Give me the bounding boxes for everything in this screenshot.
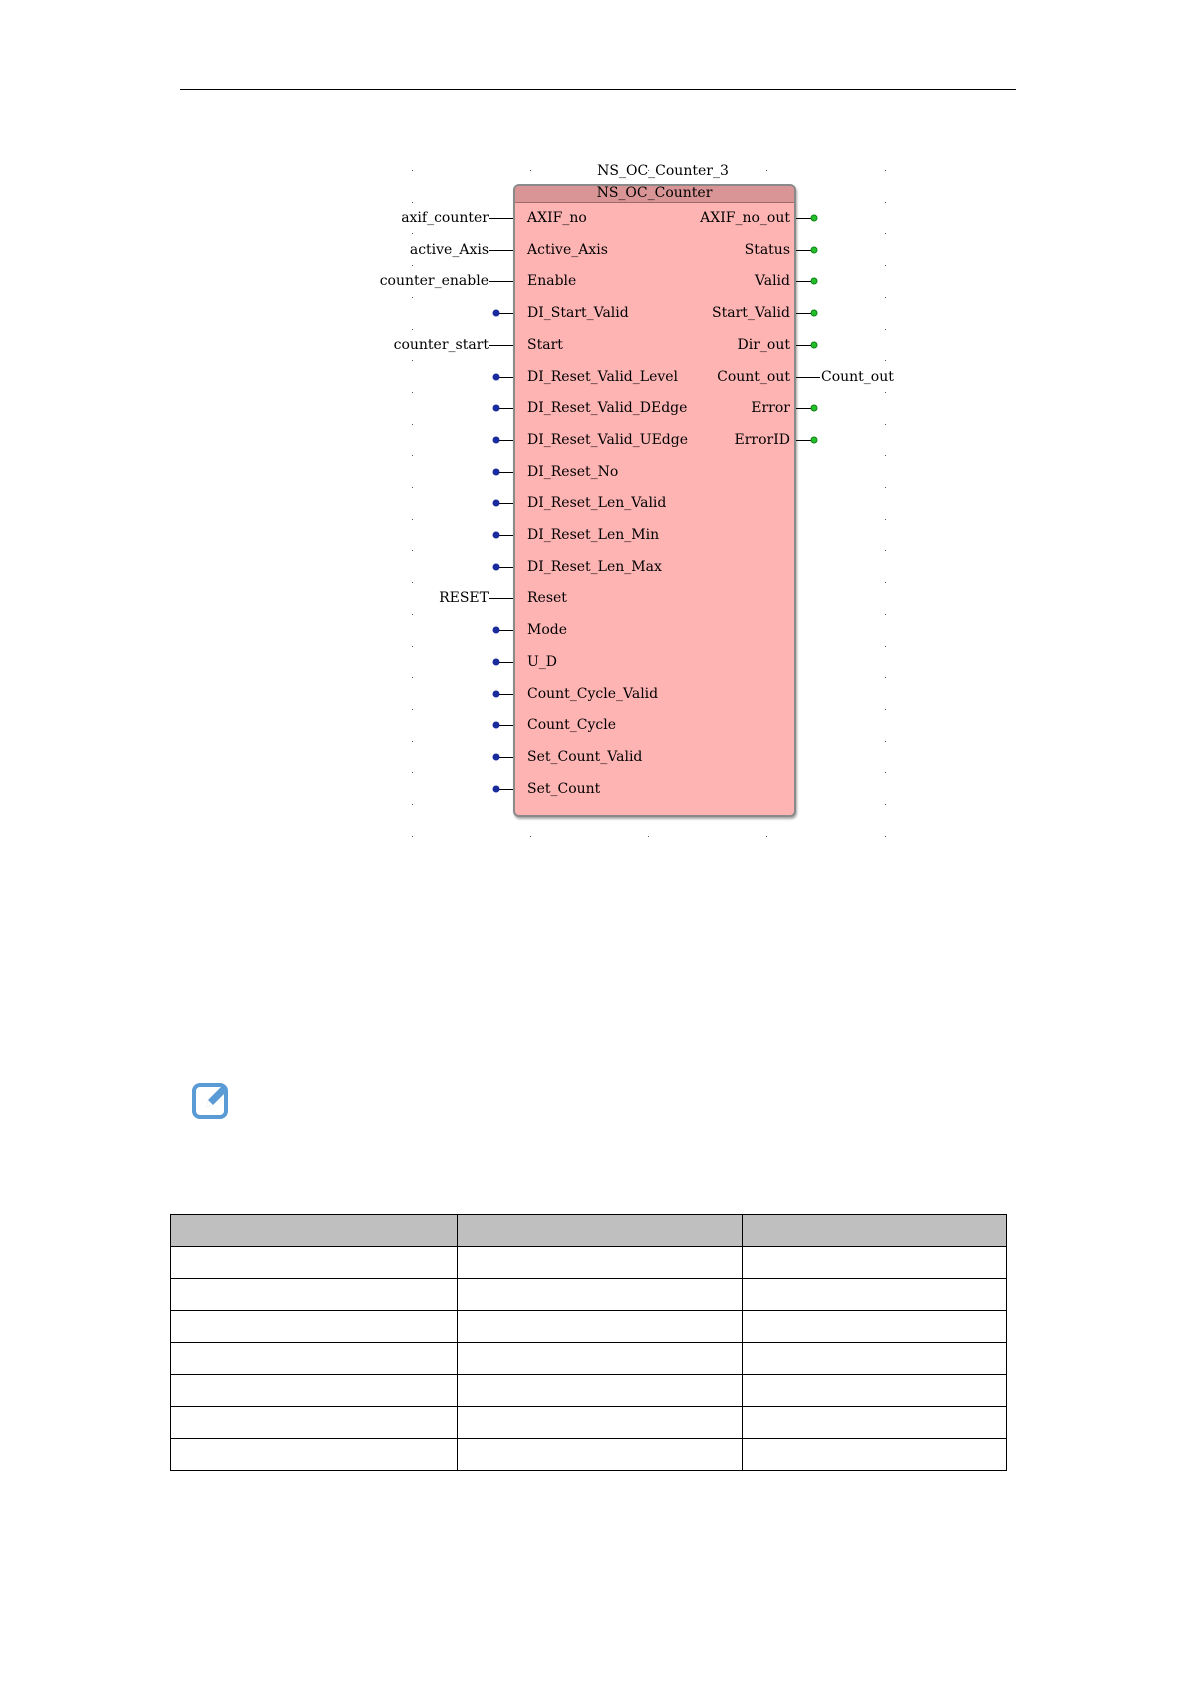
table-cell	[171, 1279, 458, 1311]
grid-dot	[885, 804, 886, 805]
input-pin-label: DI_Reset_Valid_UEdge	[527, 431, 688, 448]
output-pin-label: Dir_out	[737, 336, 790, 353]
grid-dot	[530, 836, 531, 837]
grid-dot	[412, 709, 413, 710]
input-connector-dot[interactable]	[493, 658, 500, 665]
grid-dot	[885, 836, 886, 837]
table-cell	[171, 1407, 458, 1439]
table-row	[171, 1375, 1007, 1407]
grid-dot	[766, 836, 767, 837]
table-header-cell	[171, 1215, 458, 1247]
grid-dot	[412, 424, 413, 425]
grid-dot	[885, 677, 886, 678]
grid-dot	[412, 646, 413, 647]
input-pin-label: Start	[527, 336, 563, 353]
table-row	[171, 1407, 1007, 1439]
input-pin-label: Set_Count	[527, 780, 601, 797]
input-connector-dot[interactable]	[493, 468, 500, 475]
grid-dot	[885, 772, 886, 773]
grid-dot	[885, 297, 886, 298]
grid-dot	[412, 265, 413, 266]
table-cell	[743, 1439, 1007, 1471]
grid-dot	[412, 360, 413, 361]
input-wire	[489, 218, 513, 219]
output-pin-label: ErrorID	[734, 431, 790, 448]
grid-dot	[885, 265, 886, 266]
grid-dot	[412, 550, 413, 551]
table-cell	[743, 1279, 1007, 1311]
input-connector-dot[interactable]	[493, 722, 500, 729]
table-cell	[458, 1247, 743, 1279]
grid-dot	[412, 455, 413, 456]
grid-dot	[412, 741, 413, 742]
grid-dot	[885, 202, 886, 203]
output-pin-label: Valid	[754, 273, 790, 290]
input-pin-label: Active_Axis	[527, 241, 608, 258]
input-pin-label: Reset	[527, 590, 567, 607]
table-header-cell	[743, 1215, 1007, 1247]
table-header-row	[171, 1215, 1007, 1247]
table-row	[171, 1311, 1007, 1343]
table-cell	[743, 1407, 1007, 1439]
table-cell	[458, 1343, 743, 1375]
grid-dot	[412, 297, 413, 298]
input-connector-dot[interactable]	[493, 690, 500, 697]
table-header-cell	[458, 1215, 743, 1247]
grid-dot	[412, 487, 413, 488]
input-pin-label: DI_Start_Valid	[527, 305, 629, 322]
output-connector-dot[interactable]	[811, 310, 818, 317]
input-connector-dot[interactable]	[493, 532, 500, 539]
grid-dot	[412, 170, 413, 171]
input-variable[interactable]: active_Axis	[409, 241, 489, 258]
grid-dot	[885, 329, 886, 330]
grid-dot	[412, 519, 413, 520]
input-variable[interactable]: axif_counter	[401, 210, 489, 226]
input-connector-dot[interactable]	[493, 310, 500, 317]
table-cell	[743, 1247, 1007, 1279]
grid-dot	[412, 392, 413, 393]
table-cell	[458, 1407, 743, 1439]
input-variable[interactable]: RESET	[439, 590, 489, 607]
input-pin-label: DI_Reset_Len_Min	[527, 527, 660, 543]
input-wire	[489, 281, 513, 282]
input-pin-label: Mode	[527, 622, 568, 639]
grid-dot	[885, 487, 886, 488]
grid-dot	[885, 360, 886, 361]
grid-dot	[412, 614, 413, 615]
table-cell	[171, 1375, 458, 1407]
input-connector-dot[interactable]	[493, 405, 500, 412]
output-pin-label: AXIF_no_out	[700, 210, 790, 226]
grid-dot	[412, 582, 413, 583]
block-type-label: NS_OC_Counter	[596, 185, 713, 201]
input-connector-dot[interactable]	[493, 436, 500, 443]
input-pin-label: DI_Reset_Valid_DEdge	[527, 400, 688, 417]
output-pin-label: Count_out	[717, 368, 790, 385]
grid-dot	[412, 836, 413, 837]
input-connector-dot[interactable]	[493, 785, 500, 792]
input-wire	[489, 345, 513, 346]
output-connector-dot[interactable]	[811, 278, 818, 285]
table-cell	[171, 1247, 458, 1279]
grid-dot	[412, 677, 413, 678]
instance-name: NS_OC_Counter_3	[597, 163, 729, 179]
grid-dot	[412, 329, 413, 330]
table-cell	[171, 1311, 458, 1343]
output-pin-label: Start_Valid	[712, 305, 790, 322]
input-connector-dot[interactable]	[493, 373, 500, 380]
input-connector-dot[interactable]	[493, 627, 500, 634]
input-pin-label: DI_Reset_Len_Valid	[527, 495, 667, 512]
input-pin-label: DI_Reset_No	[527, 463, 619, 480]
input-pin-label: DI_Reset_Valid_Level	[527, 368, 679, 385]
output-connector-dot[interactable]	[811, 341, 818, 348]
table-cell	[743, 1375, 1007, 1407]
grid-dot	[885, 170, 886, 171]
grid-dot	[885, 741, 886, 742]
table-row	[171, 1279, 1007, 1311]
output-pin-label: Status	[744, 241, 790, 258]
input-pin-label: AXIF_no	[527, 210, 587, 226]
table-cell	[458, 1439, 743, 1471]
input-variable[interactable]: counter_enable	[379, 273, 489, 290]
input-wire	[489, 250, 513, 251]
output-wire	[796, 377, 820, 378]
table-cell	[171, 1343, 458, 1375]
grid-dot	[412, 804, 413, 805]
input-pin-label: Count_Cycle_Valid	[527, 685, 659, 702]
input-pin-label: DI_Reset_Len_Max	[527, 558, 662, 575]
output-pin-label: Error	[751, 400, 790, 417]
block-title-bar	[515, 186, 794, 203]
input-pin-label: U_D	[527, 653, 558, 670]
grid-dot	[412, 202, 413, 203]
grid-dot	[885, 424, 886, 425]
output-connector-dot[interactable]	[811, 246, 818, 253]
input-pin-label: Enable	[527, 273, 577, 290]
grid-dot	[885, 392, 886, 393]
table-row	[171, 1247, 1007, 1279]
input-wire	[489, 598, 513, 599]
grid-dot	[885, 233, 886, 234]
parameter-table	[170, 1214, 1007, 1471]
output-variable[interactable]: Count_out	[821, 368, 894, 385]
grid-dot	[648, 836, 649, 837]
grid-dot	[885, 614, 886, 615]
input-pin-label: Set_Count_Valid	[527, 748, 643, 765]
table-row	[171, 1343, 1007, 1375]
table-row	[171, 1439, 1007, 1471]
grid-dot	[885, 709, 886, 710]
table-cell	[743, 1311, 1007, 1343]
input-pin-label: Count_Cycle	[527, 717, 617, 734]
table-cell	[458, 1279, 743, 1311]
note-icon	[190, 1077, 234, 1121]
grid-dot	[412, 233, 413, 234]
table-cell	[171, 1439, 458, 1471]
grid-dot	[885, 582, 886, 583]
grid-dot	[885, 455, 886, 456]
output-connector-dot[interactable]	[811, 215, 818, 222]
grid-dot	[412, 772, 413, 773]
table-cell	[458, 1311, 743, 1343]
input-variable[interactable]: counter_start	[393, 336, 489, 353]
table-cell	[458, 1375, 743, 1407]
input-connector-dot[interactable]	[493, 500, 500, 507]
table-cell	[743, 1343, 1007, 1375]
output-connector-dot[interactable]	[811, 405, 818, 412]
input-connector-dot[interactable]	[493, 563, 500, 570]
grid-dot	[885, 519, 886, 520]
output-connector-dot[interactable]	[811, 436, 818, 443]
grid-dot	[885, 646, 886, 647]
input-connector-dot[interactable]	[493, 753, 500, 760]
grid-dot	[885, 550, 886, 551]
